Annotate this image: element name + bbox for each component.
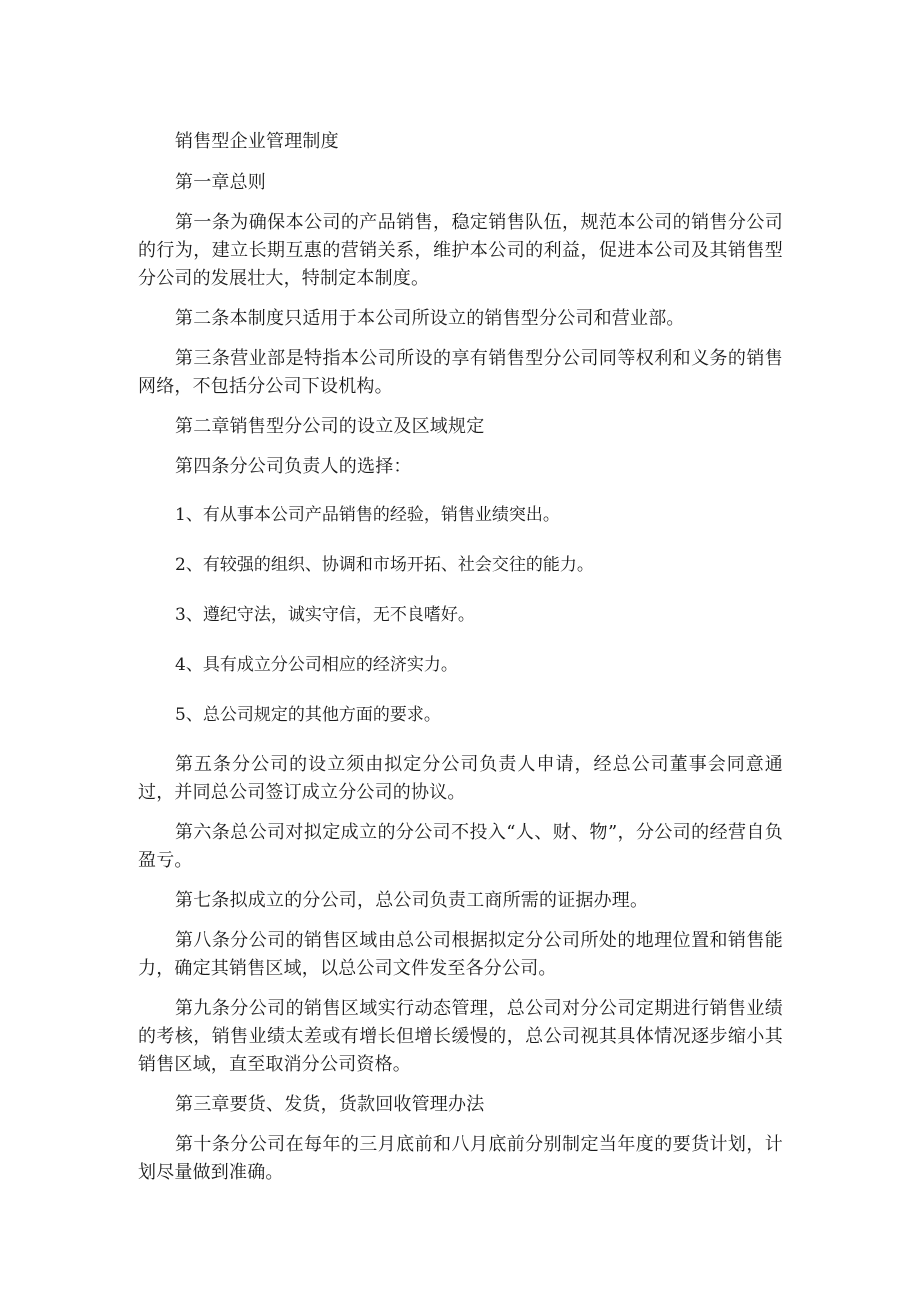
article-10: 第十条分公司在每年的三月底前和八月底前分别制定当年度的要货计划，计划尽量做到准确。 [138, 1134, 783, 1183]
requirements-list [138, 501, 783, 729]
article-9: 第九条分公司的销售区域实行动态管理，总公司对分公司定期进行销售业绩的考核，销售业绩太差或有增长但增长缓慢的，总公司视其具体情况逐步缩小其销售区域，直至取消分公司资格。 [138, 998, 783, 1075]
chapter-heading-3: 第三章要货、发货，货款回收管理办法 [175, 1094, 485, 1115]
chapter-heading-1: 第一章总则 [175, 172, 266, 193]
article-6: 第六条总公司对拟定成立的分公司不投入“人、财、物”，分公司的经营自负盈亏。 [138, 822, 783, 871]
list-item: 4、具有成立分公司相应的经济实力。 [175, 655, 458, 675]
article-4: 第四条分公司负责人的选择： [175, 456, 412, 477]
document-body [138, 128, 783, 1199]
list-item: 5、总公司规定的其他方面的要求。 [175, 705, 441, 725]
article-1: 第一条为确保本公司的产品销售，稳定销售队伍，规范本公司的销售分公司的行为，建立长期互惠的营销关系，维护本公司的利益，促进本公司及其销售型分公司的发展壮大，特制定本制度。 [138, 212, 783, 289]
document-title: 销售型企业管理制度 [175, 131, 339, 152]
article-3: 第三条营业部是特指本公司所设的享有销售型分公司同等权利和义务的销售网络，不包括分公司下设机构。 [138, 348, 783, 397]
article-7: 第七条拟成立的分公司，总公司负责工商所需的证据办理。 [175, 890, 649, 911]
list-item: 3、遵纪守法，诚实守信，无不良嗜好。 [175, 605, 475, 625]
article-5: 第五条分公司的设立须由拟定分公司负责人申请，经总公司董事会同意通过，并同总公司签订成立分公司的协议。 [138, 754, 783, 803]
article-2: 第二条本制度只适用于本公司所设立的销售型分公司和营业部。 [175, 308, 685, 329]
article-8: 第八条分公司的销售区域由总公司根据拟定分公司所处的地理位置和销售能力，确定其销售区域，以总公司文件发至各分公司。 [138, 930, 783, 979]
chapter-heading-2: 第二章销售型分公司的设立及区域规定 [175, 416, 485, 437]
list-item: 1、有从事本公司产品销售的经验，销售业绩突出。 [175, 505, 560, 525]
list-item: 2、有较强的组织、协调和市场开拓、社会交往的能力。 [175, 555, 594, 575]
